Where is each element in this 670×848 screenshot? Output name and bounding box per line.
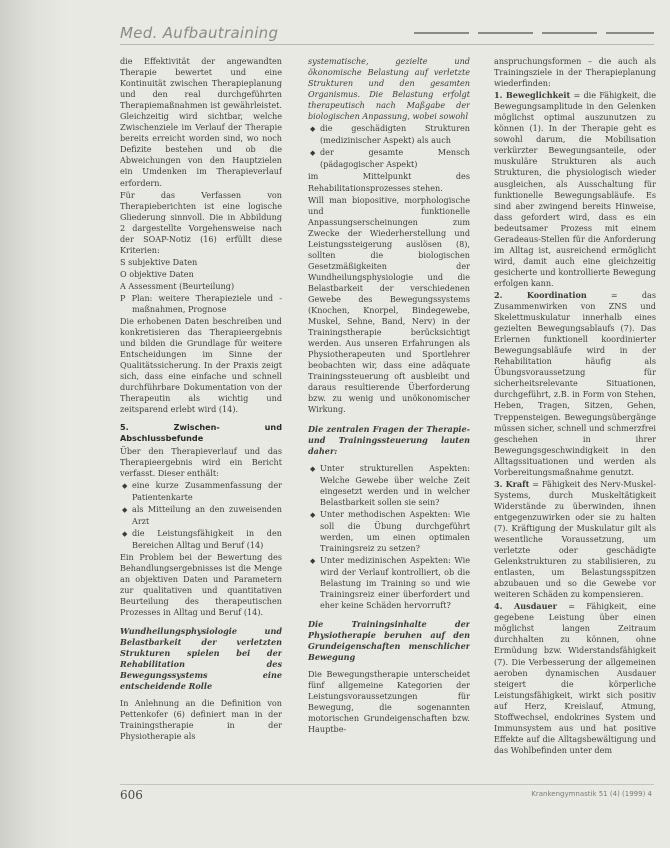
soap-item: A Assessment (Beurteilung) xyxy=(120,280,235,291)
term-label: 1. Beweglichkeit xyxy=(494,90,571,101)
italic-subheading: Die zentralen Fragen der Therapie- und Trainingssteuerung lauten daher: xyxy=(308,423,470,456)
list-item: ◆ Unter strukturellen Aspekten: Welche Gewebe über welche Zeit eingesetzt werden und in welcher Belastbarkeit sollen sie sein? xyxy=(308,463,470,508)
paragraph: Die erhobenen Daten beschreiben und konkretisieren das Therapieergebnis und bilden die Grundlage für weitere Entscheidungen im Sinne der Qualitätssicherung. In der Praxis zeigt sich, dass eine einfache und schnell durchführbare Dokumentation von der Therapeutin als wichtig und zeitsparend erlebt wird (14). xyxy=(120,316,282,415)
italic-subheading: Wundheilungsphysiologie und Belastbarkeit der verletzten Strukturen spielen bei der Rehabilitation des Bewegungssystems eine entscheidende Rolle xyxy=(120,626,282,692)
running-title: Med. Aufbautraining xyxy=(120,24,279,42)
italic-subheading: Die Trainingsinhalte der Physiotherapie beruhen auf den Grundeigenschaften menschlicher Bewegung xyxy=(308,619,470,663)
header-rule-decoration xyxy=(414,32,654,34)
paragraph xyxy=(494,290,656,478)
list-item: ◆ die Leistungsfähigkeit in den Bereichen Alltag und Beruf (14) xyxy=(120,528,282,551)
term-text: = Fähigkeit, eine gegebene Leistung über einen möglichst langen Zeitraum durchhalten zu können, ohne Ermüdung bzw. Widerstandsfähigkeit (7). Die Verbesserung der allgemeinen aeroben dynamischen Ausdauer steigert die körperliche Leistungsfähigkeit, wirkt sich positiv auf Herz, Kreislauf, Atmung, Stoffwechsel, endokrines System und Immunsystem aus und hat positive Effekte auf die Alltagsbewältigung und das Wohlbefinden unter dem xyxy=(494,601,656,755)
paragraph xyxy=(308,56,470,122)
text-column-2 xyxy=(308,56,470,772)
list-item: ◆ der gesamte Mensch (pädagogischer Aspekt) xyxy=(308,147,470,170)
soap-item: P Plan: weitere Therapieziele und -maßnahmen, Prognose xyxy=(120,292,282,315)
term-text: = das Zusammenwirken von ZNS und Skelettmuskulatur innerhalb eines gezielten Bewegungsablaufs (7). Das Erlernen funktionell koordinierter Bewegungsabläufe wird in der Rehabilitation häufig als Übungsvoraussetzung für sicherheitsrelevante Situationen, durchgeführt, z.B. in Form von Stehen, Heben, Tragen, Sitzen, Gehen, Treppensteigen. Bewegungsübergänge müssen sicher, schnell und schmerzfrei geschehen in ihrer Bewegungsgeschwindigkeit in den Alltagssituationen und werden als Vorbereitungsmaßnahme genutzt. xyxy=(494,289,656,477)
paragraph: im Mittelpunkt des Rehabilitationsprozesses stehen. xyxy=(308,171,470,193)
paragraph xyxy=(494,90,656,289)
journal-citation: Krankengymnastik 51 (4) (1999) 4 xyxy=(531,790,652,798)
journal-page xyxy=(96,20,656,830)
soap-item: O objektive Daten xyxy=(120,268,194,279)
list-item: ◆ Unter methodischen Aspekten: Wie soll die Übung durchgeführt werden, um einen optimalen Trainingsreiz zu setzen? xyxy=(308,509,470,554)
text-column-3 xyxy=(494,56,656,772)
paragraph: In Anlehnung an die Definition von Pettenkofer (6) definiert man in der Trainingstherapie in der Physiotherapie als xyxy=(120,698,282,742)
list-item: ◆ eine kurze Zusammenfassung der Patientenkarte xyxy=(120,480,282,503)
text-column-1 xyxy=(120,56,282,772)
list-item: ◆ als Mitteilung an den zuweisenden Arzt xyxy=(120,504,282,527)
italic-lead: systematische, gezielte und ökonomische Belastung auf verletzte Strukturen und den gesamten Organismus. Die Belastung erfolgt therapeutisch nach Maßgabe der biologischen Anpassung, wobei sowohl xyxy=(308,56,470,122)
scan-edge-shadow xyxy=(0,0,70,848)
term-text: = Fähigkeit des Nerv-Muskel-Systems, durch Muskeltätigkeit Widerstände zu überwinden, ihnen entgegenzuwirken oder sie zu halten (7). Kräftigung der Muskulatur gilt als wesentliche Voraussetzung, um verletzte oder geschädigte Gelenkstrukturen zu stabilisieren, zu entlasten, um Belastungsspitzen abzubauen und so die Gewebe vor weiteren Schäden zu kompensieren. xyxy=(494,478,656,600)
section-heading: 5. Zwischen- und Abschlussbefunde xyxy=(120,421,282,443)
paragraph: Die Bewegungstherapie unterscheidet fünf allgemeine Kategorien der Leistungsvoraussetzungen für Bewegung, die sogenannten motorischen Grundeigenschaften bzw. Hauptbe- xyxy=(308,669,470,735)
soap-item: S subjektive Daten xyxy=(120,256,198,267)
paragraph xyxy=(494,479,656,601)
term-label: 3. Kraft xyxy=(494,478,530,489)
term-label: 2. Koordination xyxy=(494,289,587,300)
paragraph xyxy=(494,601,656,756)
term-label: 4. Ausdauer xyxy=(494,601,557,612)
paragraph: die Effektivität der angewandten Therapie bewertet und eine Kontinuität zwischen Therapieplanung und den real durchgeführten Therapiemaßnahmen ist gewährleistet. Gleichzeitig wird sichtbar, welche Zwischenziele im Verlauf der Therapie bereits erreicht worden sind, wo noch Defizite bestehen und ob die Abweichungen von den Hauptzielen ein Umdenken im Therapieverlauf erfordern. xyxy=(120,56,282,188)
paragraph: anspruchungsformen – die auch als Trainingsziele in der Therapieplanung wiederfinden: xyxy=(494,56,656,89)
term-text: = die Fähigkeit, die Bewegungsamplitude in den Gelenken möglichst optimal auszunutzen zu können (1). In der Therapie geht es sowohl darum, die Mobilisation verkürzter Bewegungsanteile, oder muskuläre Strukturen als auch Strukturen, die physiologisch wieder ausgleichen, als Ausschaltung für funktionelle Bewegungsabläufe. Es sind aber zwingend bereits Hinweise, dass gefordert wird, dass es ein bedeutsamer Prozess mit einem Geradeaus-Stellen für die Anforderung im Alltag ist, ausreichend ermöglicht wird, damit auch eine gleichzeitig gesicherte und kontrollierte Bewegung erfolgen kann. xyxy=(494,90,656,288)
footer-rule xyxy=(120,784,654,785)
header-rule xyxy=(120,44,654,45)
list-item: ◆ Unter medizinischen Aspekten: Wie wird der Verlauf kontrolliert, ob die Belastung im Training so und wie Trainingsreiz einer überfordert und eher keine Schäden hervorruft? xyxy=(308,555,470,611)
paragraph: Ein Problem bei der Bewertung des Behandlungsergebnisses ist die Menge an objektiven Daten und Parametern zur qualitativen und quantitativen Beurteilung des therapeutischen Prozesses in Alltag und Beruf (14). xyxy=(120,551,282,618)
paragraph: Für das Verfassen von Therapieberichten ist eine logische Gliederung sinnvoll. Die in Abbildung 2 dargestellte Vorgehensweise nach der SOAP-Notiz (16) erfüllt diese Kriterien: xyxy=(120,189,282,255)
paragraph: Will man biopositive, morphologische und funktionelle Anpassungserscheinungen zum Zwecke der Wiederherstellung und Leistungssteigerung auslösen (8), sollten die biologischen Gesetzmäßigkeiten der Wundheilungsphysiologie und die Belastbarkeit der verschiedenen Gewebe des Bewegungssystems (Knochen, Knorpel, Bindegewebe, Muskel, Sehne, Band, Nerv) in der Trainingstherapie berücksichtigt werden. Aus unseren Erfahrungen als Physiotherapeuten und Sportlehrer beobachten wir, dass eine adäquate Trainingssteuerung oft ausbleibt und daraus resultierende Überforderung bzw. zu wenig und unökonomischer Wirkung. xyxy=(308,194,470,415)
page-number: 606 xyxy=(120,788,143,802)
paragraph: Über den Therapieverlauf und das Therapieergebnis wird ein Bericht verfasst. Dieser enthält: xyxy=(120,445,282,478)
list-item: ◆ die geschädigten Strukturen (medizinischer Aspekt) als auch xyxy=(308,123,470,146)
